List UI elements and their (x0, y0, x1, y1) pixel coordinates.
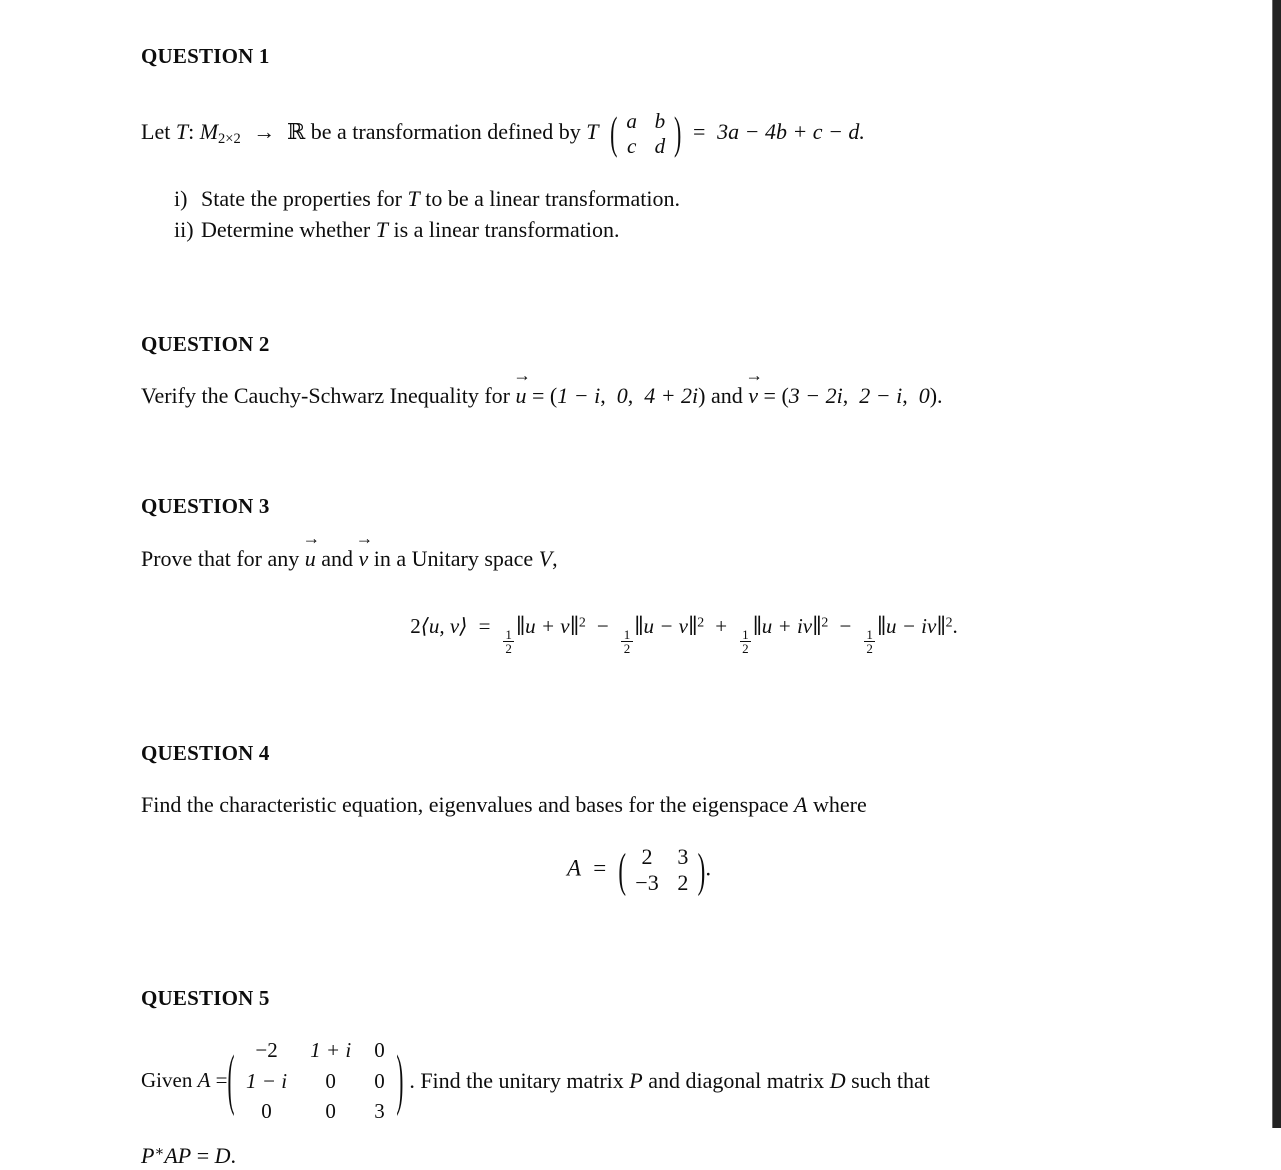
q3-term-3-expr: u − iv (885, 614, 937, 639)
q5-matrix-symbol: A (197, 1068, 211, 1093)
q5-matrix-grid (235, 1035, 397, 1126)
q3-term-1-exponent: 2 (697, 614, 705, 630)
spacer (141, 357, 1201, 381)
left-paren-icon: ( (227, 1039, 235, 1118)
q2-u-close: ) (698, 382, 706, 408)
q5-matrix-cell-0-1: 1 + i (310, 1038, 352, 1063)
subpart-i-symbol: T (407, 186, 420, 212)
question-1-statement (141, 109, 1201, 159)
right-paren-icon: ) (674, 107, 682, 159)
q3-term-2-num: 1 (742, 626, 749, 642)
arrow-icon: → (253, 119, 276, 145)
q1-matrix-cell-0-1: b (654, 109, 666, 134)
q5-matrix-cell-2-1: 0 (325, 1099, 336, 1124)
q4-matrix-cell-1-1: 2 (677, 870, 689, 896)
spacer (141, 896, 1201, 958)
vector-arrow-icon: → (513, 364, 531, 385)
q3-term-0-den: 2 (503, 641, 514, 655)
spacer (141, 308, 1201, 332)
q3-lhs-coefficient: 2 (410, 614, 421, 639)
q3-equals: = (478, 614, 491, 639)
subpart-text-ii (201, 214, 1201, 245)
q5-condition-equals: = (191, 1142, 215, 1168)
q2-u-comp-2: 4 + 2i (644, 382, 699, 408)
q5-tail: . Find the unitary matrix (409, 1067, 630, 1093)
q5-tail-middle: and diagonal matrix (642, 1067, 830, 1093)
q3-term-0-exponent: 2 (578, 614, 586, 630)
q3-vector-u (302, 527, 321, 574)
right-edge-bar[interactable] (1272, 0, 1281, 1128)
question-4-heading: QUESTION 4 (141, 741, 270, 766)
spacer (141, 766, 1201, 790)
q1-matrix-cell-1-1: d (654, 134, 666, 159)
q4-lhs: A (566, 855, 581, 881)
q3-term-3-num: 1 (866, 626, 873, 642)
q3-term-2-sign: + (715, 614, 728, 639)
document-body (141, 44, 1201, 1170)
question-1-subparts (141, 183, 1201, 245)
vector-arrow-icon: → (745, 364, 763, 385)
q1-domain-symbol: M (199, 119, 219, 145)
q2-v-comp-2: 0 (918, 382, 930, 408)
q4-matrix (618, 844, 705, 896)
list-item (141, 214, 1201, 245)
q3-comma: , (552, 545, 558, 571)
q2-v-comp-1: 2 − i (859, 382, 903, 408)
q4-matrix-cell-1-0: −3 (635, 870, 659, 896)
subpart-ii-symbol: T (375, 217, 388, 243)
q3-term-2-fraction (740, 628, 751, 656)
list-item (141, 183, 1201, 214)
q1-transformation-symbol: T (175, 119, 189, 145)
question-2-block (141, 332, 1201, 411)
q2-u-symbol: u (515, 382, 527, 408)
q4-matrix-cell-0-1: 3 (677, 844, 689, 870)
q2-v-open: ( (781, 382, 789, 408)
q3-v-symbol: v (358, 545, 369, 571)
q2-vector-u (513, 364, 531, 411)
spacer (141, 410, 1201, 472)
q3-term-3-exponent: 2 (945, 614, 953, 630)
q3-inner-product: ⟨u, v⟩ (420, 614, 468, 639)
q3-term-1-expr: u − v (643, 614, 688, 639)
spacer (141, 1127, 1201, 1141)
q5-tail-group (403, 1067, 930, 1096)
q5-matrix-cell-0-0: −2 (255, 1038, 278, 1063)
vector-arrow-icon: → (302, 527, 321, 548)
question-3-statement (141, 527, 1201, 574)
q2-u-comp-0: 1 − i (557, 382, 601, 408)
q5-lead: Given (141, 1068, 198, 1093)
q5-matrix (228, 1035, 404, 1126)
q5-lead-group (141, 1067, 228, 1094)
q1-equals: = (693, 119, 706, 145)
question-3-heading: QUESTION 3 (141, 494, 270, 519)
spacer (141, 573, 1201, 613)
q5-matrix-cell-1-2: 0 (374, 1068, 385, 1093)
subpart-i-text-after: to be a linear transformation. (419, 186, 680, 212)
subpart-label-ii: ii) (174, 217, 194, 243)
q5-matrix-cell-1-1: 0 (325, 1068, 336, 1093)
q3-term-1-den: 2 (621, 641, 632, 655)
question-2-statement: Verify the Cauchy-Schwarz Inequality for → u = (1 − i, 0, 4 + 2i) and → v = (3 − 2i, 2 − i, 0). (141, 381, 1201, 411)
q5-tail-end: such that (845, 1067, 930, 1093)
q4-equals: = (593, 855, 607, 881)
question-3-block (141, 494, 1201, 655)
question-3-equation (141, 613, 1201, 655)
q3-term-3-norm-open: ∥ (876, 614, 886, 639)
q1-map-symbol: T (586, 119, 599, 145)
q5-matrix-cell-2-2: 3 (374, 1099, 385, 1124)
q3-term-1-num: 1 (623, 626, 631, 642)
q3-term-3-norm-close: ∥ (936, 614, 946, 639)
q5-equals: = (210, 1068, 228, 1093)
q3-term-1-norm-open: ∥ (634, 614, 644, 639)
question-5-block (141, 986, 1201, 1170)
q2-v-comp-0: 3 − 2i (788, 382, 843, 408)
q3-term-3-sign: − (839, 614, 852, 639)
q1-intro-middle: be a transformation defined by (305, 119, 587, 145)
question-4-block (141, 741, 1201, 896)
q4-text-after: where (807, 792, 867, 818)
q3-term-1-sign: − (596, 614, 609, 639)
q3-text-before: Prove that for any (141, 545, 305, 571)
q3-terminator: . (952, 614, 958, 639)
q3-term-2-expr: u + iv (761, 614, 813, 639)
q3-term-3-fraction (864, 628, 875, 656)
question-5-statement (141, 1035, 1201, 1126)
spacer (141, 472, 1201, 494)
q2-u-equals: = (526, 382, 550, 408)
vector-arrow-icon: → (355, 527, 374, 548)
q5-d-symbol: D (214, 1142, 231, 1168)
q1-rule: 3a − 4b + c − d. (717, 119, 865, 145)
question-4-statement (141, 790, 1201, 820)
right-edge-bar-highlight (1272, 0, 1273, 1128)
q5-condition-terminator: . (230, 1142, 237, 1168)
q5-ap: AP (164, 1142, 192, 1168)
q5-matrix-cell-1-0: 1 − i (246, 1068, 288, 1093)
q4-matrix-grid (626, 844, 698, 896)
q3-term-0-num: 1 (505, 626, 512, 642)
left-paren-icon: ( (610, 107, 618, 159)
spacer (141, 159, 1201, 183)
right-paren-icon: ) (697, 844, 706, 896)
q1-intro-prefix: Let (141, 119, 176, 145)
spacer (141, 246, 1201, 308)
q1-codomain-symbol: ℝ (286, 120, 306, 146)
spacer (141, 1011, 1201, 1035)
left-paren-icon: ( (618, 844, 627, 896)
q2-u-comp-1: 0 (616, 382, 628, 408)
q2-conjunction: and (705, 382, 749, 408)
q5-unitary-symbol: P (629, 1067, 643, 1093)
q3-term-2-norm-open: ∥ (752, 614, 762, 639)
q1-matrix-grid (617, 109, 674, 159)
q2-vector-v (745, 364, 763, 411)
subpart-ii-text-after: is a linear transformation. (387, 217, 620, 243)
q2-v-close: ) (929, 382, 938, 408)
question-5-condition (141, 1141, 1201, 1170)
q2-text-before: Verify the Cauchy-Schwarz Inequality for (141, 382, 516, 408)
q5-matrix-cell-0-2: 0 (374, 1038, 385, 1063)
q4-matrix-cell-0-0: 2 (641, 844, 653, 870)
question-2-heading: QUESTION 2 (141, 331, 270, 356)
q3-term-0-fraction (503, 628, 514, 656)
q4-matrix-symbol: A (794, 792, 808, 818)
q3-text-after: in a Unitary space (368, 545, 539, 571)
question-5-heading: QUESTION 5 (141, 986, 270, 1011)
q3-vector-v (355, 527, 374, 574)
q2-terminator: . (937, 382, 943, 408)
q5-diagonal-symbol: D (829, 1067, 846, 1093)
q3-term-2-norm-close: ∥ (812, 614, 822, 639)
q3-term-2-den: 2 (740, 641, 751, 655)
q1-matrix (610, 109, 681, 159)
subpart-text-i (201, 183, 1201, 214)
spacer (141, 717, 1201, 741)
question-1-heading: QUESTION 1 (141, 44, 270, 68)
q3-term-0-expr: u + v (525, 614, 570, 639)
q3-term-0-norm-open: ∥ (515, 614, 526, 639)
q3-term-1-fraction (621, 628, 632, 656)
q4-text: Find the characteristic equation, eigenvalues and bases for the eigenspace (141, 792, 795, 818)
q3-term-3-den: 2 (864, 641, 875, 655)
spacer (141, 520, 1201, 544)
spacer (141, 820, 1201, 844)
q5-star-icon: ∗ (154, 1143, 165, 1160)
spacer (141, 69, 1201, 109)
spacer (141, 655, 1201, 717)
subpart-label-i: i) (174, 186, 188, 212)
q5-matrix-cell-2-0: 0 (261, 1099, 272, 1124)
q5-p-symbol: P (141, 1142, 155, 1168)
q3-term-1-norm-close: ∥ (687, 614, 698, 639)
subpart-i-text-before: State the properties for (201, 186, 408, 212)
question-4-equation (141, 844, 1201, 896)
question-1-block (141, 44, 1201, 246)
q2-u-open: ( (549, 382, 558, 408)
q1-domain-subscript: 2×2 (218, 131, 241, 148)
q1-matrix-cell-1-0: c (626, 134, 637, 159)
q3-term-2-exponent: 2 (821, 614, 829, 630)
q1-matrix-cell-0-0: a (626, 109, 637, 134)
q3-term-0-norm-close: ∥ (569, 614, 579, 639)
q3-space-symbol: V (538, 545, 553, 571)
subpart-ii-text-before: Determine whether (201, 217, 376, 243)
q1-colon: : (188, 119, 200, 145)
q4-terminator: . (705, 855, 712, 881)
q2-v-equals: = (758, 382, 782, 408)
spacer (141, 958, 1201, 986)
right-paren-icon: ) (396, 1039, 404, 1118)
q2-v-symbol: v (748, 382, 759, 408)
q3-u-symbol: u (304, 545, 316, 571)
q3-conjunction: and (315, 545, 359, 571)
